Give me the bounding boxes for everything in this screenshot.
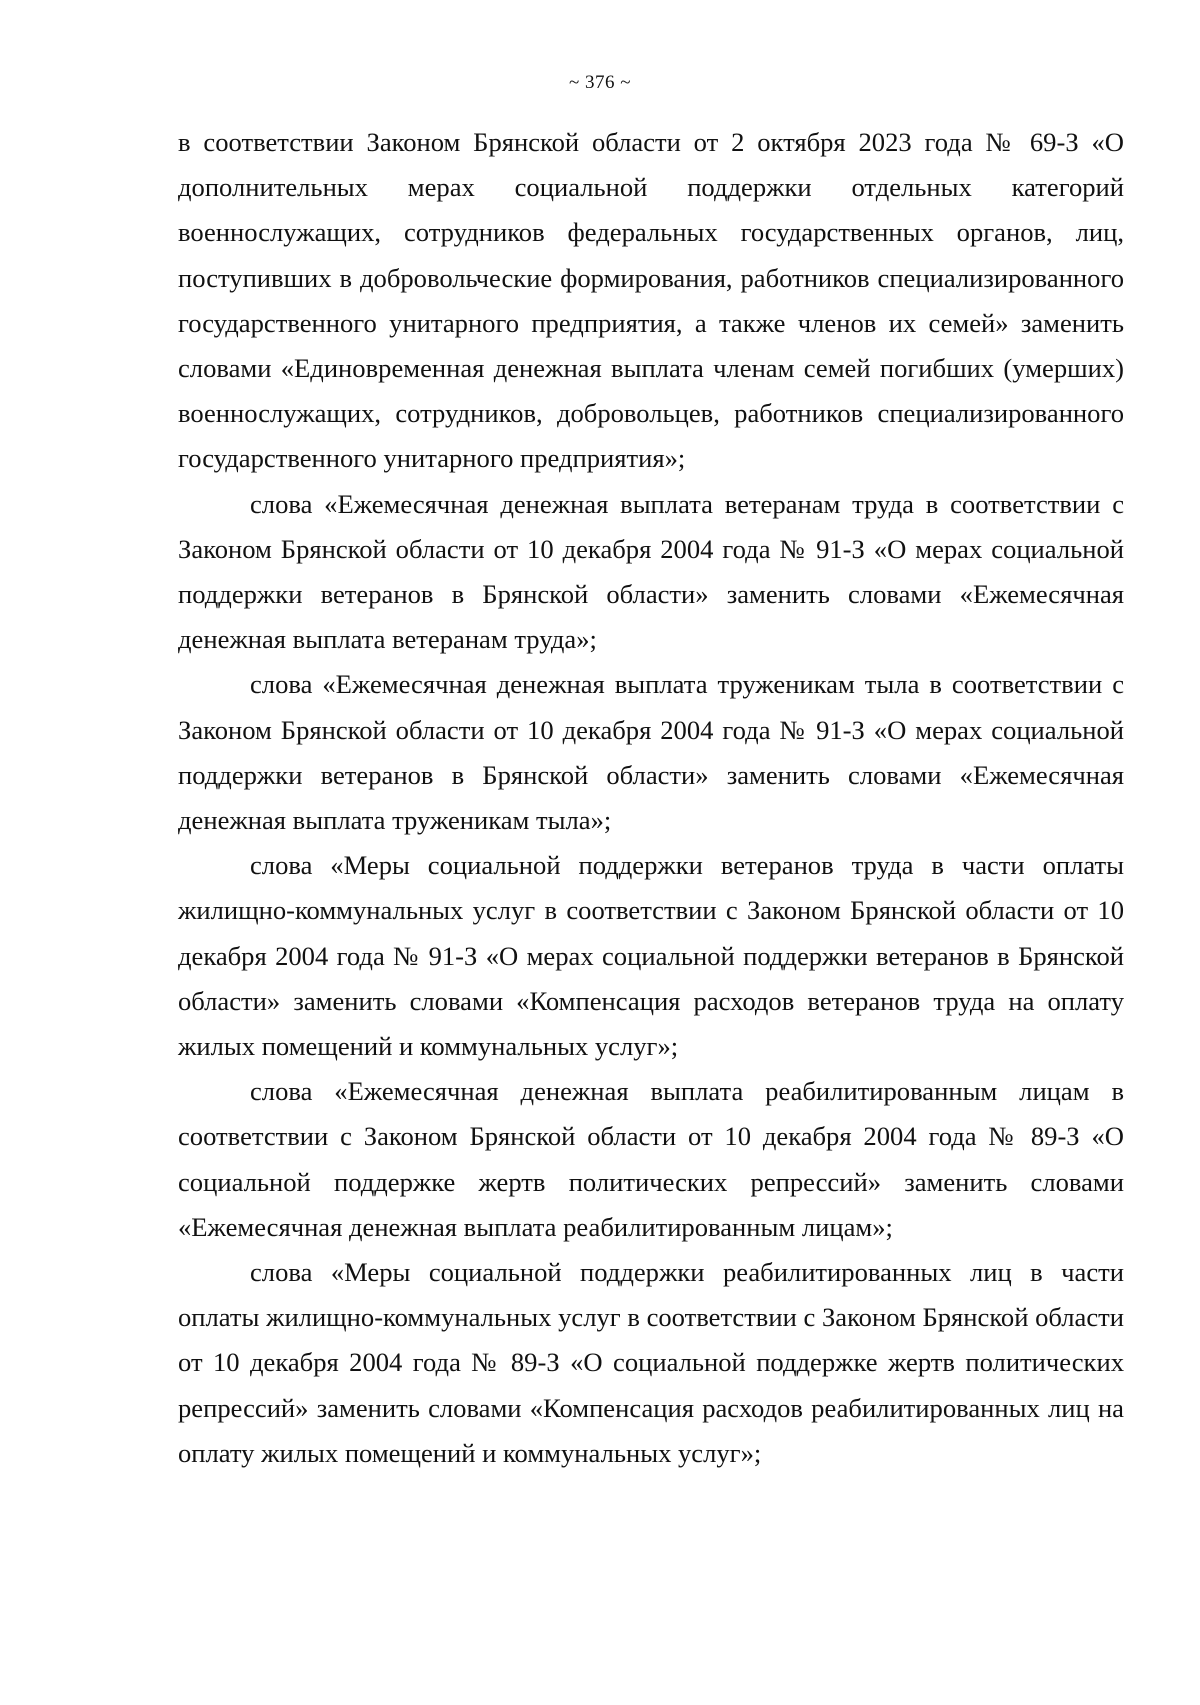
paragraph: в соответствии Законом Брянской области от 2 октября 2023 года № 69-З «О дополнительных мерах социальной поддержки отдельных категорий военнослужащих, сотрудников федеральных государственных органов, лиц, поступивших в добровольческие формирования, работников специализированного государственного унитарного предприятия, а также членов их семей» заменить словами «Единовременная денежная выплата членам семей погибших (умерших) военнослужащих, сотрудников, добровольцев, работников специализированного государственного унитарного предприятия»; bbox=[178, 127, 1124, 474]
paragraph: слова «Ежемесячная денежная выплата реабилитированным лицам в соответствии с Законом Брянской области от 10 декабря 2004 года № 89-З «О социальной поддержке жертв политических репрессий» заменить словами «Ежемесячная денежная выплата реабилитированным лицам»; bbox=[178, 1076, 1124, 1242]
paragraph: слова «Меры социальной поддержки реабилитированных лиц в части оплаты жилищно-коммунальных услуг в соответствии с Законом Брянской области от 10 декабря 2004 года № 89-З «О социальной поддержке жертв политических репрессий» заменить словами «Компенсация расходов реабилитированных лиц на оплату жилых помещений и коммунальных услуг»; bbox=[178, 1257, 1124, 1468]
paragraph: слова «Меры социальной поддержки ветеранов труда в части оплаты жилищно-коммунальных услуг в соответствии с Законом Брянской области от 10 декабря 2004 года № 91-З «О мерах социальной поддержки ветеранов в Брянской области» заменить словами «Компенсация расходов ветеранов труда на оплату жилых помещений и коммунальных услуг»; bbox=[178, 850, 1124, 1062]
page-number: ~ 376 ~ bbox=[568, 72, 632, 93]
paragraph: слова «Ежемесячная денежная выплата труженикам тыла в соответствии с Законом Брянской области от 10 декабря 2004 года № 91-З «О мерах социальной поддержки ветеранов в Брянской области» заменить словами «Ежемесячная денежная выплата труженикам тыла»; bbox=[178, 669, 1124, 836]
document-body bbox=[178, 120, 1124, 1476]
paragraph: слова «Ежемесячная денежная выплата ветеранам труда в соответствии с Законом Брянской области от 10 декабря 2004 года № 91-З «О мерах социальной поддержки ветеранов в Брянской области» заменить словами «Ежемесячная денежная выплата ветеранам труда»; bbox=[178, 488, 1124, 655]
